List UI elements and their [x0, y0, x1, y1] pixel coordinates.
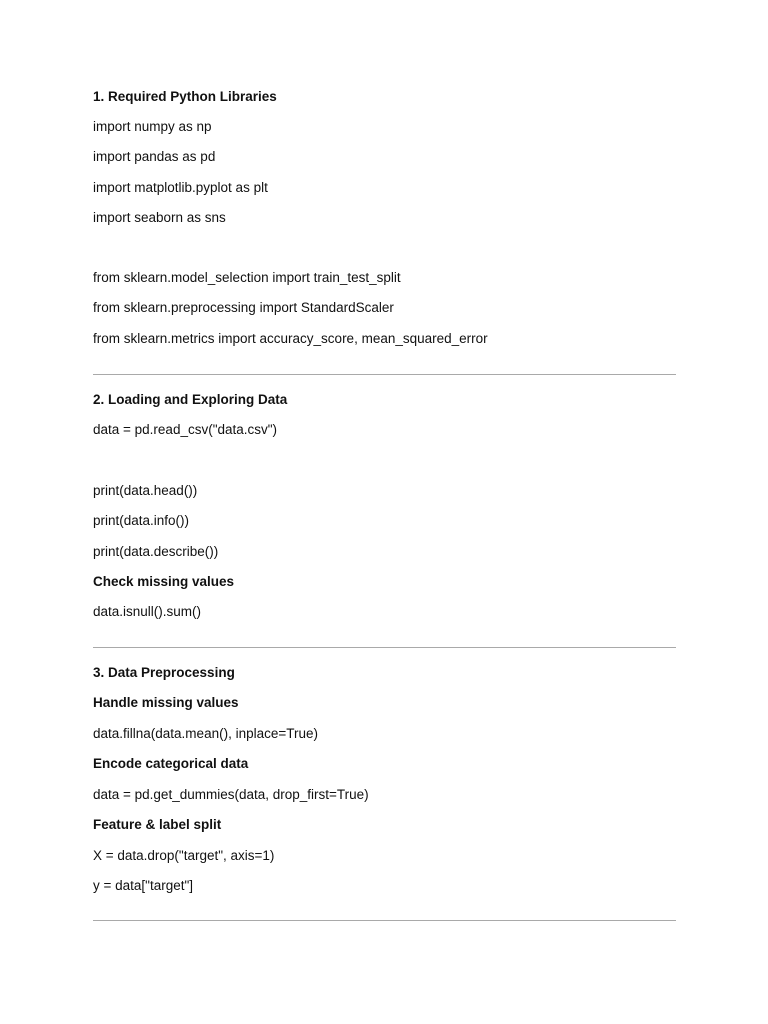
code-line: print(data.info()) [93, 513, 190, 528]
code-line: import matplotlib.pyplot as plt [93, 180, 268, 195]
code-line: import seaborn as sns [93, 210, 226, 225]
code-line: data = pd.read_csv("data.csv") [93, 422, 278, 437]
code-line: y = data["target"] [93, 878, 194, 893]
code-line: import pandas as pd [93, 149, 216, 164]
code-line: from sklearn.preprocessing import StandardScaler [93, 300, 394, 315]
comment-heading: Check missing values [93, 574, 235, 589]
code-line: data.fillna(data.mean(), inplace=True) [93, 726, 318, 741]
code-line: from sklearn.model_selection import train_test_split [93, 270, 401, 285]
section-heading: 3. Data Preprocessing [93, 665, 235, 680]
section-heading: 2. Loading and Exploring Data [93, 392, 288, 407]
section-divider [93, 374, 676, 375]
comment-heading: Encode categorical data [93, 756, 249, 771]
code-line: data = pd.get_dummies(data, drop_first=True) [93, 787, 369, 802]
code-line: print(data.head()) [93, 483, 198, 498]
comment-heading: Feature & label split [93, 817, 222, 832]
section-heading: 1. Required Python Libraries [93, 89, 277, 104]
comment-heading: Handle missing values [93, 695, 239, 710]
code-line: import numpy as np [93, 119, 212, 134]
section-divider [93, 920, 676, 921]
code-line: data.isnull().sum() [93, 604, 202, 619]
section-divider [93, 647, 676, 648]
code-line: from sklearn.metrics import accuracy_score, mean_squared_error [93, 331, 488, 346]
code-line: print(data.describe()) [93, 544, 219, 559]
code-line: X = data.drop("target", axis=1) [93, 848, 275, 863]
